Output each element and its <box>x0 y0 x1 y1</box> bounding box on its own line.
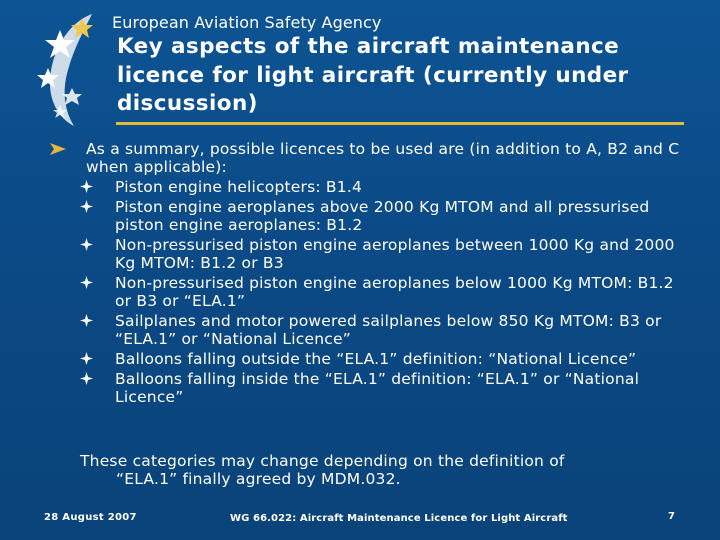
star-bullet-icon <box>80 314 93 327</box>
star-bullet-icon <box>80 238 93 251</box>
closing-note-line-2: “ELA.1” finally agreed by MDM.032. <box>116 470 401 488</box>
slide-title: Key aspects of the aircraft maintenance licence for light aircraft (currently under discussion) <box>117 34 629 116</box>
list-item-text: Piston engine helicopters: B1.4 <box>115 178 363 196</box>
list-item <box>78 198 678 234</box>
title-divider <box>116 122 684 125</box>
list-item <box>78 178 678 196</box>
list-item <box>78 274 678 310</box>
list-item-text: Non-pressurised piston engine aeroplanes below 1000 Kg MTOM: B1.2 or B3 or “ELA.1” <box>115 274 674 310</box>
star-bullet-icon <box>80 372 93 385</box>
footer-date: 28 August 2007 <box>44 512 137 523</box>
list-item <box>78 370 678 406</box>
arrow-bullet-icon <box>50 143 66 155</box>
star-bullet-icon <box>80 200 93 213</box>
list-item-text: Balloons falling outside the “ELA.1” definition: “National Licence” <box>115 350 637 368</box>
page-number: 7 <box>668 511 675 522</box>
star-bullet-icon <box>80 180 93 193</box>
list-item-text: Balloons falling inside the “ELA.1” definition: “ELA.1” or “National Licence” <box>115 370 640 406</box>
footer-reference: WG 66.022: Aircraft Maintenance Licence for Light Aircraft <box>230 513 568 524</box>
agency-name: European Aviation Safety Agency <box>112 13 382 32</box>
star-bullet-icon <box>80 276 93 289</box>
list-item <box>78 350 678 368</box>
easa-logo <box>30 10 120 128</box>
list-item <box>78 312 678 348</box>
closing-note <box>80 452 680 488</box>
star-bullet-icon <box>80 352 93 365</box>
intro-text: As a summary, possible licences to be used are (in addition to A, B2 and C when applicable): <box>86 140 680 176</box>
list-item-text: Sailplanes and motor powered sailplanes below 850 Kg MTOM: B3 or “ELA.1” or “National Licence” <box>115 312 662 348</box>
list-item <box>78 236 678 272</box>
closing-note-line-1: These categories may change depending on the definition of <box>80 452 565 470</box>
list-item-text: Piston engine aeroplanes above 2000 Kg MTOM and all pressurised piston engine aeroplanes: B1.2 <box>115 198 650 234</box>
list-item-text: Non-pressurised piston engine aeroplanes between 1000 Kg and 2000 Kg MTOM: B1.2 or B3 <box>115 236 675 272</box>
licence-list <box>78 178 678 408</box>
